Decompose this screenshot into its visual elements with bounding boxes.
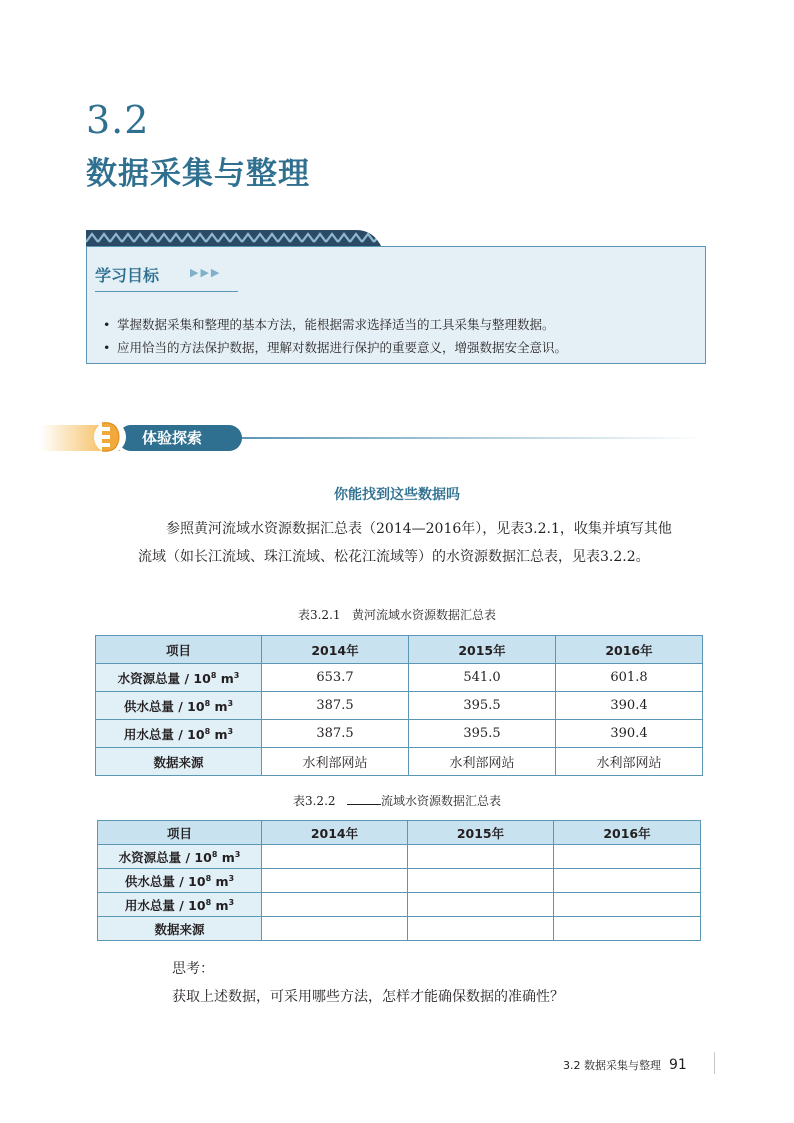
footer-divider — [714, 1052, 715, 1074]
column-header: 2016年 — [556, 636, 703, 664]
table-cell: 387.5 — [262, 720, 409, 748]
table-row — [96, 692, 703, 720]
row-header: 数据来源 — [98, 917, 262, 941]
fill-in-blank — [347, 794, 381, 805]
objective-item: • 掌握数据采集和整理的基本方法，能根据需求选择适当的工具采集与整理数据。 — [117, 313, 567, 336]
objectives-heading: 学习目标 — [95, 266, 160, 285]
activity-paragraph: 参照黄河流域水资源数据汇总表（2014—2016年），见表3.2.1，收集并填写其他流域（如长江流域、珠江流域、松花江流域等）的水资源数据汇总表，见表3.2.2。 — [138, 521, 672, 565]
empty-cell — [554, 917, 701, 941]
table-cell: 390.4 — [556, 720, 703, 748]
table-row — [98, 869, 701, 893]
table2 — [97, 820, 701, 941]
table-row — [96, 664, 703, 692]
section-number: 3.2 — [86, 98, 150, 142]
activity-title: 你能找到这些数据吗 — [334, 487, 460, 503]
empty-cell — [554, 869, 701, 893]
column-header: 2015年 — [409, 636, 556, 664]
objectives-list — [117, 313, 567, 359]
column-header: 2014年 — [262, 821, 408, 845]
empty-cell — [262, 893, 408, 917]
table-cell: 水利部网站 — [409, 748, 556, 776]
table-row — [96, 720, 703, 748]
table-header-row — [98, 821, 701, 845]
think-question: 获取上述数据，可采用哪些方法，怎样才能确保数据的准确性？ — [172, 989, 564, 1005]
row-header: 供水总量 / $10^8$ $m^3$ — [96, 692, 262, 720]
row-header: 数据来源 — [96, 748, 262, 776]
column-header: 2015年 — [408, 821, 554, 845]
empty-cell — [554, 845, 701, 869]
row-header: 用水总量 / $10^8$ $m^3$ — [98, 893, 262, 917]
table-row — [98, 917, 701, 941]
empty-cell — [408, 893, 554, 917]
explore-divider — [242, 437, 706, 439]
table1-caption: 表3.2.1 黄河流域水资源数据汇总表 — [297, 608, 496, 622]
empty-cell — [408, 845, 554, 869]
table-cell: 541.0 — [409, 664, 556, 692]
row-header: 水资源总量 / $10^8$ $m^3$ — [98, 845, 262, 869]
empty-cell — [262, 917, 408, 941]
empty-cell — [554, 893, 701, 917]
row-header: 供水总量 / $10^8$ $m^3$ — [98, 869, 262, 893]
lightbulb-icon — [88, 417, 128, 457]
objective-item: • 应用恰当的方法保护数据，理解对数据进行保护的重要意义，增强数据安全意识。 — [117, 336, 567, 359]
objectives-underline — [95, 291, 238, 292]
table-row — [98, 893, 701, 917]
page-footer — [563, 1057, 687, 1073]
table-cell: 653.7 — [262, 664, 409, 692]
table-cell: 395.5 — [409, 720, 556, 748]
explore-label: 体验探索 — [118, 425, 242, 451]
think-label: 思考： — [172, 961, 214, 977]
table-cell: 395.5 — [409, 692, 556, 720]
row-header: 水资源总量 / $10^8$ $m^3$ — [96, 664, 262, 692]
table-cell: 水利部网站 — [556, 748, 703, 776]
column-header: 项目 — [96, 636, 262, 664]
empty-cell — [262, 869, 408, 893]
triple-arrow-icon: ▶▶▶ — [190, 266, 222, 279]
row-header: 用水总量 / $10^8$ $m^3$ — [96, 720, 262, 748]
table-row — [98, 845, 701, 869]
learning-objectives-box — [86, 246, 706, 364]
footer-section: 3.2 数据采集与整理 — [563, 1059, 661, 1072]
empty-cell — [408, 917, 554, 941]
table-cell: 390.4 — [556, 692, 703, 720]
table2-caption: 表3.2.2 流域水资源数据汇总表 — [292, 794, 501, 808]
page-number: 91 — [669, 1057, 687, 1073]
table-cell: 601.8 — [556, 664, 703, 692]
table-cell: 387.5 — [262, 692, 409, 720]
column-header: 项目 — [98, 821, 262, 845]
section-title: 数据采集与整理 — [86, 156, 310, 192]
column-header: 2014年 — [262, 636, 409, 664]
empty-cell — [408, 869, 554, 893]
decorative-band — [86, 228, 382, 248]
table1 — [95, 635, 703, 776]
column-header: 2016年 — [554, 821, 701, 845]
table-header-row — [96, 636, 703, 664]
table-row — [96, 748, 703, 776]
table-cell: 水利部网站 — [262, 748, 409, 776]
empty-cell — [262, 845, 408, 869]
